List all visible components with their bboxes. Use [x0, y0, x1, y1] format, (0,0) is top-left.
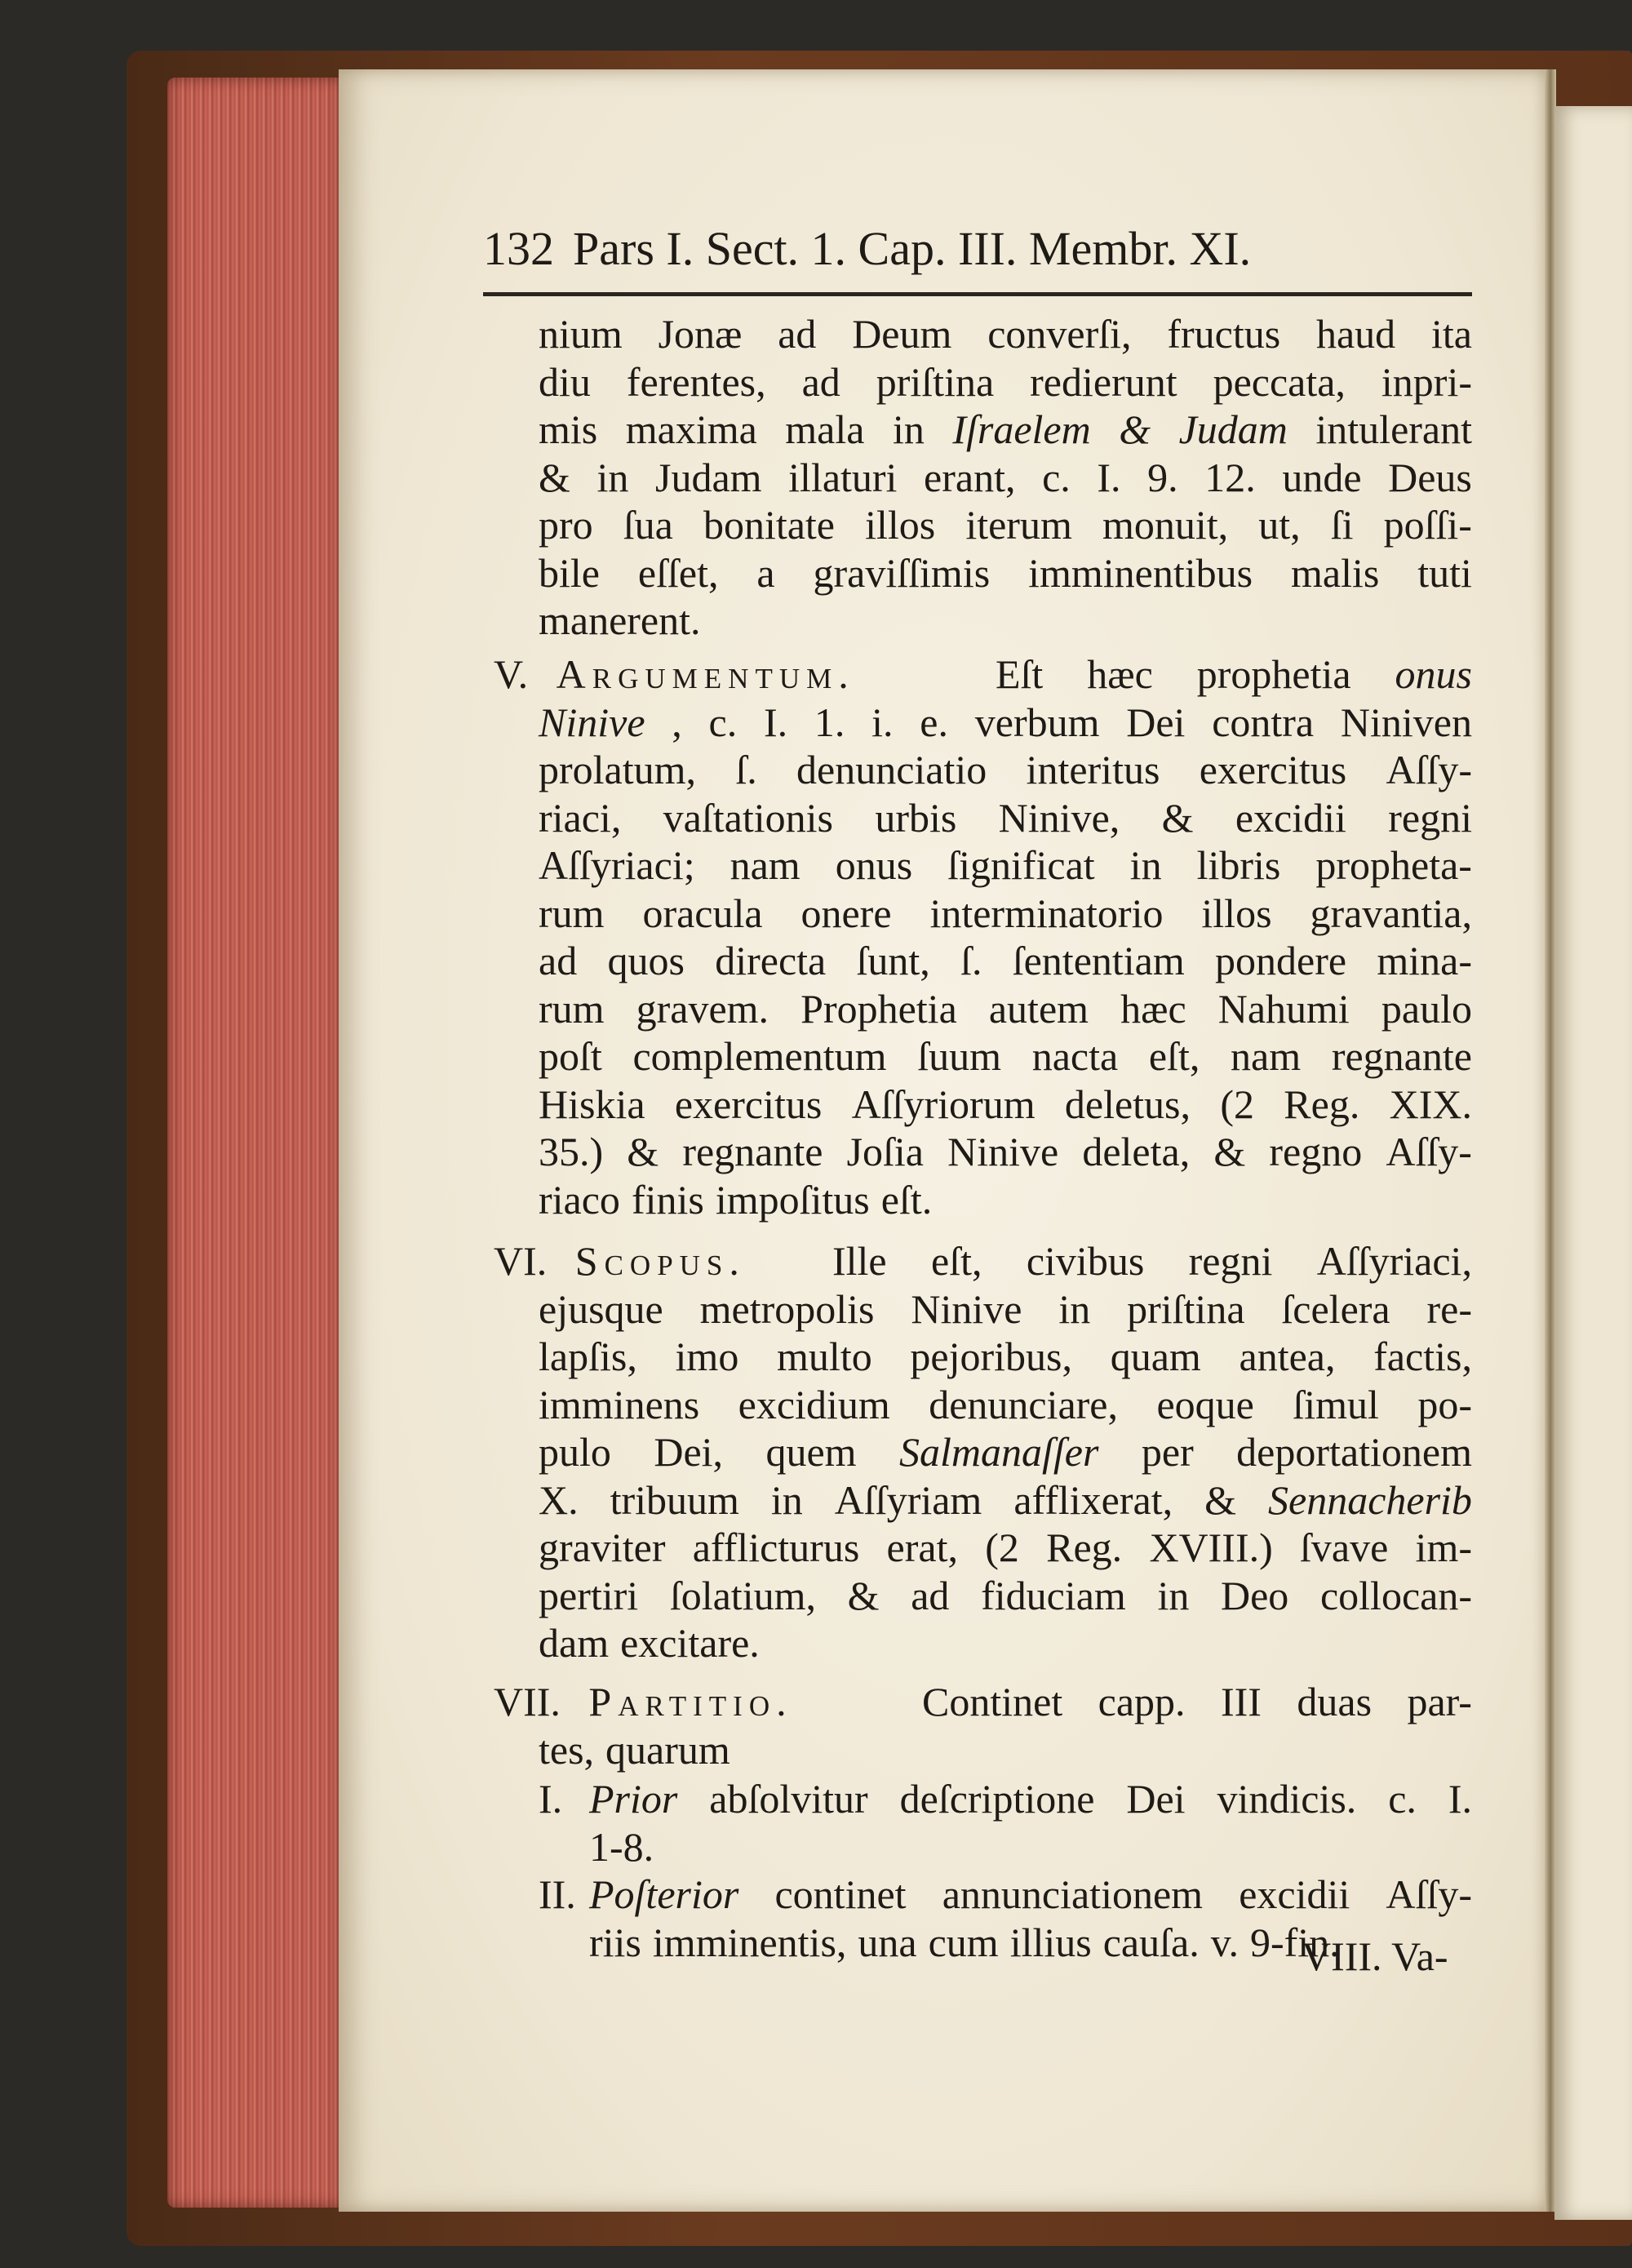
- word: &: [627, 1129, 659, 1174]
- word: poſſi-: [1383, 502, 1472, 548]
- word: Reg.: [1046, 1525, 1123, 1570]
- word: metropolis: [699, 1285, 875, 1332]
- word: Aſſyriorum: [851, 1081, 1036, 1127]
- section-v-numeral: V.: [494, 651, 529, 697]
- word: excidii: [1239, 1871, 1350, 1917]
- text-line: [539, 1333, 1472, 1381]
- word: redierunt: [1030, 358, 1177, 405]
- word: deſcriptione: [899, 1776, 1095, 1822]
- word: nium: [539, 311, 623, 357]
- word: rum: [539, 890, 605, 936]
- word: 12.: [1204, 454, 1256, 500]
- word: eſſet,: [637, 549, 719, 596]
- word: fiduciam: [981, 1572, 1126, 1618]
- word: nam: [730, 842, 800, 888]
- word: denunciare,: [929, 1381, 1118, 1427]
- word: unde: [1282, 454, 1362, 500]
- word: Iſraelem: [952, 406, 1091, 452]
- word: quem: [765, 1429, 857, 1475]
- word: pejoribus,: [910, 1334, 1073, 1379]
- list-item: [539, 1823, 1472, 1871]
- text-line: [539, 1081, 1472, 1129]
- word: (2: [1220, 1081, 1254, 1127]
- word: factis,: [1373, 1334, 1472, 1379]
- word: poſt: [539, 1033, 602, 1079]
- word: libris: [1196, 842, 1281, 888]
- word: excidii: [1235, 794, 1346, 841]
- word: malis: [1291, 549, 1380, 596]
- word: mina-: [1377, 938, 1472, 983]
- word: Deo: [1221, 1572, 1289, 1618]
- word: par-: [1407, 1679, 1472, 1724]
- word: ſignificat: [947, 842, 1095, 888]
- word: bile: [539, 549, 600, 596]
- word: quos: [607, 938, 685, 983]
- word: antea,: [1239, 1334, 1336, 1379]
- list-item: [539, 1775, 1472, 1823]
- text-line: [539, 937, 1472, 985]
- section-vi-numeral: VI.: [494, 1238, 548, 1284]
- word: a: [756, 549, 775, 596]
- running-header: [483, 220, 1472, 277]
- word: peccata,: [1213, 358, 1346, 405]
- word: illius: [1009, 1919, 1092, 1965]
- word: ſ.: [735, 747, 757, 792]
- word: eſt.: [880, 1176, 933, 1223]
- word: ſua: [623, 502, 673, 548]
- word: ſolatium,: [669, 1572, 816, 1618]
- word: 9-fin.: [1249, 1919, 1340, 1965]
- word: in: [1157, 1572, 1190, 1618]
- word: X.: [539, 1476, 579, 1523]
- word: Continet: [922, 1679, 1063, 1724]
- text-line: [539, 1428, 1472, 1476]
- word: interitus: [1026, 747, 1160, 792]
- word: Dei,: [654, 1429, 724, 1475]
- word: dam: [539, 1620, 610, 1666]
- word: Deus: [1388, 454, 1472, 500]
- text-line: [539, 890, 1472, 938]
- header-rule: [483, 292, 1472, 296]
- word: graviter: [539, 1525, 666, 1570]
- word: converſi,: [987, 311, 1132, 357]
- word: directa: [715, 938, 827, 983]
- word: hæc: [1087, 651, 1153, 697]
- word: priſtina: [876, 358, 995, 405]
- word: autem: [988, 985, 1089, 1032]
- word: Ille: [832, 1238, 887, 1284]
- text-line: [539, 1237, 1472, 1285]
- text-line: [539, 650, 1472, 699]
- text-line: [539, 1381, 1472, 1429]
- word: monuit,: [1102, 502, 1229, 548]
- word: Ninive: [539, 699, 645, 745]
- word: pertiri: [539, 1572, 639, 1618]
- word: erant,: [924, 454, 1016, 500]
- word: gravantia,: [1310, 890, 1472, 936]
- text-line: [539, 1726, 1472, 1774]
- word: imminentis,: [652, 1919, 847, 1965]
- word: e.: [920, 699, 948, 745]
- section-vii-numeral: VII.: [494, 1679, 561, 1724]
- text-line: [539, 794, 1472, 842]
- text-line: [539, 406, 1472, 454]
- word: Sennacherib: [1268, 1476, 1472, 1523]
- word: bonitate: [703, 502, 835, 548]
- word: ad: [539, 938, 578, 983]
- word: complementum: [632, 1033, 887, 1079]
- word: &: [1161, 794, 1194, 841]
- word: Salmanaſſer: [899, 1429, 1099, 1475]
- word: afflicturus: [692, 1525, 860, 1570]
- word: urbis: [875, 794, 957, 841]
- word: ſimul: [1293, 1381, 1379, 1427]
- word: Reg.: [1284, 1081, 1360, 1127]
- section-vii-body: [539, 1678, 1472, 1773]
- word: deleta,: [1082, 1129, 1191, 1174]
- word: Jonæ: [658, 311, 743, 357]
- word: Ninive: [947, 1129, 1059, 1174]
- catchword: VIII. Va-: [1302, 1933, 1448, 1979]
- word: fructus: [1167, 311, 1281, 357]
- word: im-: [1415, 1525, 1472, 1570]
- word: Eſt: [996, 651, 1044, 697]
- word: ſcelera: [1281, 1285, 1390, 1332]
- word: eoque: [1156, 1381, 1254, 1427]
- word: onus: [835, 842, 913, 888]
- word: Aſſyriam: [834, 1476, 982, 1523]
- text-line: [539, 358, 1472, 406]
- word: Prophetia: [800, 985, 957, 1032]
- section-v-title: Argumentum.: [556, 651, 855, 697]
- word: Aſſy-: [1386, 1871, 1472, 1917]
- text-line: [589, 1823, 1472, 1871]
- word: deletus,: [1064, 1081, 1191, 1127]
- word: Aſſyriaci;: [539, 842, 695, 888]
- word: I.: [1097, 454, 1121, 500]
- word: imminentibus: [1028, 549, 1253, 596]
- section-vi-title: Scopus.: [574, 1238, 746, 1284]
- text-line: [539, 310, 1472, 358]
- word: Dei: [1126, 699, 1186, 745]
- right-page-edge: [1554, 106, 1632, 2220]
- word: onere: [800, 890, 892, 936]
- word: verbum: [974, 699, 1100, 745]
- word: cauſa.: [1102, 1919, 1200, 1965]
- word: ad: [778, 311, 817, 357]
- word: excitare.: [620, 1620, 760, 1666]
- text-line: [589, 1871, 1472, 1919]
- word: re-: [1426, 1285, 1472, 1332]
- word: ejusque: [539, 1285, 663, 1332]
- text-line: [539, 549, 1472, 597]
- word: impoſitus: [715, 1176, 870, 1223]
- word: regni: [1388, 794, 1472, 841]
- word: finis: [631, 1176, 704, 1223]
- word: Ninive: [911, 1285, 1022, 1332]
- word: onus: [1395, 651, 1472, 697]
- text-line: [539, 1678, 1472, 1726]
- word: civibus: [1026, 1238, 1145, 1284]
- word: regno: [1269, 1129, 1363, 1174]
- word: lapſis,: [539, 1334, 637, 1379]
- text-line: [539, 1524, 1472, 1572]
- list-item: [539, 1871, 1472, 1919]
- word: c.: [708, 699, 738, 745]
- word: diu: [539, 358, 591, 405]
- word: c.: [1042, 454, 1071, 500]
- word: annunciationem: [942, 1871, 1204, 1917]
- text-line: [539, 454, 1472, 502]
- word: pro: [539, 502, 593, 548]
- word: &: [1204, 1476, 1237, 1523]
- word: v.: [1210, 1919, 1239, 1965]
- word: vindicis.: [1217, 1776, 1357, 1822]
- word: paulo: [1381, 985, 1472, 1032]
- word: ſi: [1330, 502, 1354, 548]
- word: in: [770, 1476, 803, 1523]
- word: ad: [801, 358, 840, 405]
- word: in: [1129, 842, 1162, 888]
- text-line: [539, 699, 1472, 747]
- word: mala: [785, 406, 865, 452]
- word: III: [1220, 1679, 1262, 1724]
- word: Ninive,: [998, 794, 1120, 841]
- text-line: [589, 1775, 1472, 1823]
- word: excidium: [738, 1381, 890, 1427]
- word: Judam: [655, 454, 762, 500]
- word: in: [892, 406, 925, 452]
- word: I.: [763, 699, 788, 745]
- word: eſt,: [1148, 1033, 1200, 1079]
- word: hæc: [1120, 985, 1186, 1032]
- list-item-number: I.: [539, 1776, 563, 1822]
- word: deportationem: [1236, 1429, 1472, 1475]
- page-number: 132: [483, 222, 554, 275]
- word: tribuum: [610, 1476, 739, 1523]
- word: inpri-: [1381, 358, 1472, 405]
- running-title: Pars I. Sect. 1. Cap. III. Membr. XI.: [573, 222, 1252, 275]
- word: eſt,: [931, 1238, 982, 1284]
- word: illaturi: [788, 454, 898, 500]
- text-line: [539, 1572, 1472, 1620]
- word: &: [539, 454, 570, 500]
- section-vii-title: Partitio.: [588, 1679, 793, 1724]
- text-line: [539, 841, 1472, 890]
- list-item-number: II.: [539, 1871, 576, 1917]
- word: regni: [1188, 1238, 1273, 1284]
- word: afflixerat,: [1013, 1476, 1173, 1523]
- word: cum: [928, 1919, 999, 1965]
- word: priſtina: [1127, 1285, 1245, 1332]
- word: rum: [539, 985, 605, 1032]
- word: gravem.: [636, 985, 769, 1032]
- word: duas: [1297, 1679, 1373, 1724]
- text-line: [539, 985, 1472, 1033]
- text-line: [539, 501, 1472, 549]
- word: riaci,: [539, 794, 622, 841]
- word: ,: [672, 699, 682, 745]
- word: denunciatio: [796, 747, 987, 792]
- intro-paragraph: [539, 310, 1472, 645]
- word: Hiskia: [539, 1081, 645, 1127]
- word: mis: [539, 406, 598, 452]
- word: riis: [589, 1919, 641, 1965]
- text-line: [539, 1285, 1472, 1334]
- word: Joſia: [846, 1129, 924, 1174]
- word: Deum: [852, 311, 952, 357]
- word: in: [1058, 1285, 1091, 1332]
- section-v-body: [539, 650, 1472, 1223]
- text-line: [539, 1176, 1472, 1224]
- word: intulerant: [1315, 406, 1472, 452]
- word: (2: [985, 1525, 1019, 1570]
- text-line: [539, 1619, 1472, 1667]
- word: exercitus: [674, 1081, 823, 1127]
- word: ita: [1430, 311, 1472, 357]
- word: erat,: [886, 1525, 958, 1570]
- word: Judam: [1178, 406, 1288, 452]
- word: per: [1141, 1429, 1194, 1475]
- text-line: [539, 1032, 1472, 1081]
- word: ſunt,: [856, 938, 930, 983]
- word: quarum: [605, 1726, 730, 1773]
- word: Aſſy-: [1386, 747, 1472, 792]
- word: capp.: [1098, 1679, 1186, 1724]
- word: exercitus: [1199, 747, 1347, 792]
- word: haud: [1315, 311, 1396, 357]
- word: iterum: [965, 502, 1072, 548]
- text-line: [539, 1476, 1472, 1525]
- text-line: [539, 1128, 1472, 1176]
- word: propheta-: [1315, 842, 1472, 888]
- page-edges: [167, 78, 343, 2208]
- word: oracula: [642, 890, 763, 936]
- word: Niniven: [1340, 699, 1472, 745]
- word: 35.): [539, 1129, 604, 1174]
- word: Aſſyriaci,: [1316, 1238, 1472, 1284]
- section-vi-body: [539, 1237, 1472, 1667]
- word: tuti: [1417, 549, 1472, 596]
- word: ſvave: [1300, 1525, 1389, 1570]
- word: &: [1213, 1129, 1246, 1174]
- word: I.: [1448, 1776, 1472, 1822]
- word: po-: [1417, 1381, 1472, 1427]
- word: Prior: [589, 1776, 678, 1822]
- word: ſuum: [917, 1033, 1002, 1079]
- word: regnante: [1331, 1033, 1472, 1079]
- word: ad: [911, 1572, 950, 1618]
- word: imminens: [539, 1381, 700, 1427]
- word: &: [847, 1572, 880, 1618]
- word: interminatorio: [929, 890, 1164, 936]
- word: XIX.: [1389, 1081, 1472, 1127]
- word: continet: [774, 1871, 907, 1917]
- word: 9.: [1147, 454, 1178, 500]
- word: multo: [777, 1334, 872, 1379]
- word: c.: [1388, 1776, 1417, 1822]
- word: nam: [1231, 1033, 1302, 1079]
- word: pulo: [539, 1429, 611, 1475]
- word: ſententiam: [1012, 938, 1185, 983]
- word: prolatum,: [539, 747, 697, 792]
- word: maxima: [625, 406, 757, 452]
- word: &: [1119, 406, 1151, 452]
- word: in: [596, 454, 629, 500]
- word: nacta: [1031, 1033, 1119, 1079]
- word: imo: [675, 1334, 739, 1379]
- word: contra: [1212, 699, 1315, 745]
- word: ferentes,: [626, 358, 766, 405]
- text-line: [539, 746, 1472, 794]
- word: graviſſimis: [813, 549, 991, 596]
- word: una: [858, 1919, 917, 1965]
- word: XVIII.): [1149, 1525, 1273, 1570]
- word: vaſtationis: [663, 794, 833, 841]
- word: riaco: [539, 1176, 620, 1223]
- word: quam: [1110, 1334, 1201, 1379]
- word: abſolvitur: [709, 1776, 868, 1822]
- word: Poſterior: [589, 1871, 739, 1917]
- word: manerent.: [539, 597, 701, 643]
- word: 1.: [814, 699, 845, 745]
- word: ut,: [1258, 502, 1301, 548]
- word: illos: [865, 502, 936, 548]
- word: 1-8.: [589, 1823, 654, 1870]
- word: regnante: [682, 1129, 823, 1174]
- word: i.: [871, 699, 894, 745]
- word: illos: [1201, 890, 1272, 936]
- word: Nahumi: [1217, 985, 1350, 1032]
- text-line: [539, 597, 1472, 645]
- word: collocan-: [1319, 1572, 1472, 1618]
- word: prophetia: [1196, 651, 1351, 697]
- word: ſ.: [960, 938, 982, 983]
- word: tes,: [539, 1726, 595, 1773]
- word: Aſſy-: [1386, 1129, 1472, 1174]
- word: pondere: [1215, 938, 1347, 983]
- word: Dei: [1126, 1776, 1186, 1822]
